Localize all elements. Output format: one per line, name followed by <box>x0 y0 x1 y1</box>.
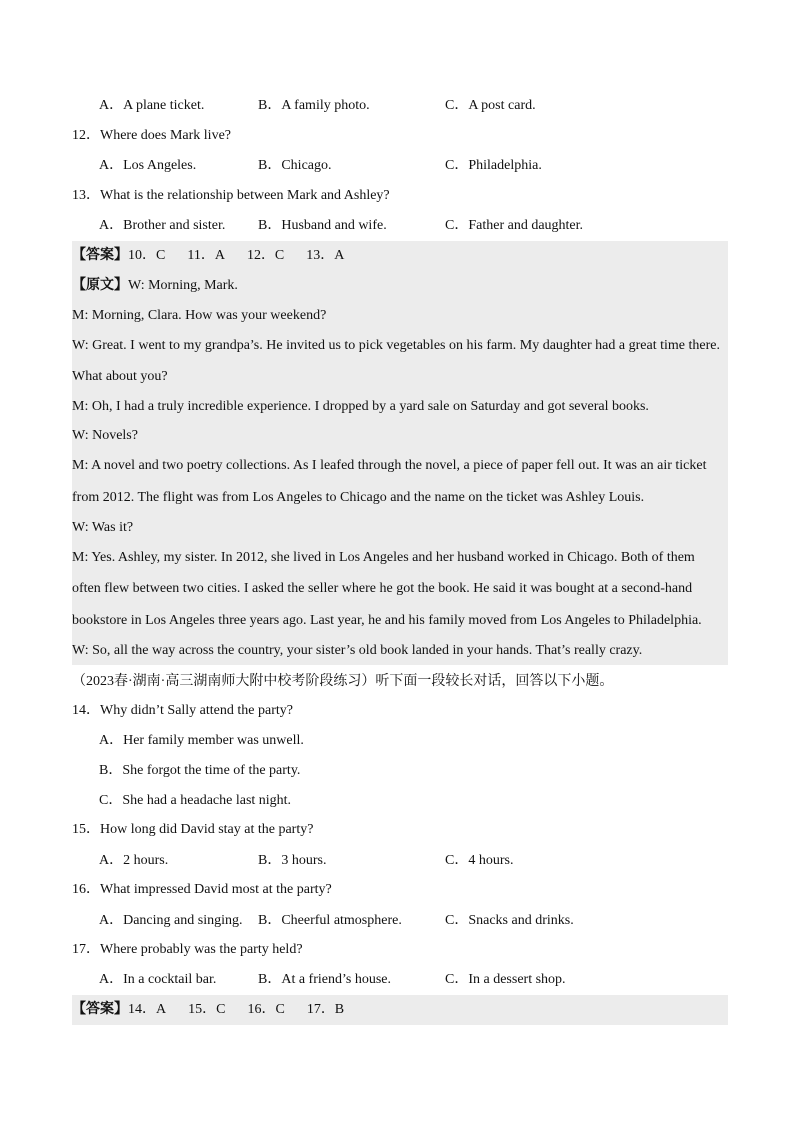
q17-option-b: B．At a friend’s house. <box>258 972 391 987</box>
answer-item: 13．A <box>306 248 345 263</box>
q16-options <box>72 906 728 936</box>
answer-label: 【答案】 <box>72 248 128 263</box>
transcript-line: W: Morning, Mark. <box>128 278 238 293</box>
q13-option-c: C．Father and daughter. <box>445 218 584 233</box>
transcript-line: W: Great. I went to my grandpa’s. He invited us to pick vegetables on his farm. My daughter had a great time there. <box>72 331 728 361</box>
q17-option-c: C．In a dessert shop. <box>445 972 566 987</box>
answer-item: 10．C <box>128 248 166 263</box>
q13-option-b: B．Husband and wife. <box>258 218 387 233</box>
transcript-line: M: Yes. Ashley, my sister. In 2012, she lived in Los Angeles and her husband worked in Chicago. Both of them <box>72 543 728 573</box>
answer-item: 17．B <box>306 1002 345 1017</box>
q15-question: 15．How long did David stay at the party? <box>72 822 314 837</box>
q15-option-b: B．3 hours. <box>258 853 327 868</box>
answer-key-1 <box>72 241 728 271</box>
transcript-line: M: Morning, Clara. How was your weekend? <box>72 301 728 331</box>
q11-option-a: A．A plane ticket. <box>99 98 205 113</box>
q13-option-a: A．Brother and sister. <box>99 218 226 233</box>
q15-option-c: C．4 hours. <box>445 853 514 868</box>
transcript-line: from 2012. The flight was from Los Angeles to Chicago and the name on the ticket was Ashley Louis. <box>72 481 728 513</box>
q12-options <box>72 151 728 181</box>
answer-key-2 <box>72 995 728 1025</box>
q11-option-c: C．A post card. <box>445 98 536 113</box>
transcript-line: W: So, all the way across the country, your sister’s old book landed in your hands. That’s really crazy. <box>72 635 728 665</box>
transcript-line: What about you? <box>72 361 728 393</box>
q14-question: 14．Why didn’t Sally attend the party? <box>72 703 293 718</box>
q14-option-a: A．Her family member was unwell. <box>99 733 304 748</box>
q11-option-b: B．A family photo. <box>258 98 370 113</box>
q17-option-a: A．In a cocktail bar. <box>99 972 217 987</box>
q12-option-a: A．Los Angeles. <box>99 158 197 173</box>
section-header: （2023春·湖南·高三湖南师大附中校考阶段练习）听下面一段较长对话，回答以下小题。 <box>72 674 614 689</box>
transcript-first-line <box>72 271 728 301</box>
transcript-line: W: Novels? <box>72 421 728 451</box>
answer-item: 16．C <box>247 1002 285 1017</box>
transcript-line: M: A novel and two poetry collections. As I leafed through the novel, a piece of paper fell out. It was an air ticket <box>72 451 728 481</box>
answer-item: 15．C <box>188 1002 226 1017</box>
transcript-line: often flew between two cities. I asked the seller where he got the book. He said it was bought at a second-hand <box>72 573 728 605</box>
q15-option-a: A．2 hours. <box>99 853 169 868</box>
q17-options <box>72 965 728 995</box>
transcript-line: M: Oh, I had a truly incredible experience. I dropped by a yard sale on Saturday and got several books. <box>72 393 728 421</box>
q14-option-b: B．She forgot the time of the party. <box>99 763 301 778</box>
q12-option-b: B．Chicago. <box>258 158 332 173</box>
q12-question: 12．Where does Mark live? <box>72 128 231 143</box>
q15-options <box>72 846 728 876</box>
q16-question: 16．What impressed David most at the party? <box>72 882 332 897</box>
q13-question: 13．What is the relationship between Mark and Ashley? <box>72 188 390 203</box>
answer-item: 12．C <box>246 248 285 263</box>
q16-option-a: A．Dancing and singing. <box>99 913 243 928</box>
q14-option-c: C．She had a headache last night. <box>99 793 292 808</box>
q16-option-b: B．Cheerful atmosphere. <box>258 913 402 928</box>
q17-question: 17．Where probably was the party held? <box>72 942 303 957</box>
answer-item: 14．A <box>128 1002 167 1017</box>
transcript-line: bookstore in Los Angeles three years ago. Last year, he and his family moved from Los Angeles to Philadelphia. <box>72 605 728 635</box>
answer-item: 11．A <box>187 248 225 263</box>
q13-options <box>72 211 728 241</box>
q12-option-c: C．Philadelphia. <box>445 158 542 173</box>
transcript-line: W: Was it? <box>72 513 728 543</box>
q11-options <box>72 91 728 121</box>
transcript-label: 【原文】 <box>72 278 128 293</box>
q16-option-c: C．Snacks and drinks. <box>445 913 574 928</box>
answer-label: 【答案】 <box>72 1002 128 1017</box>
